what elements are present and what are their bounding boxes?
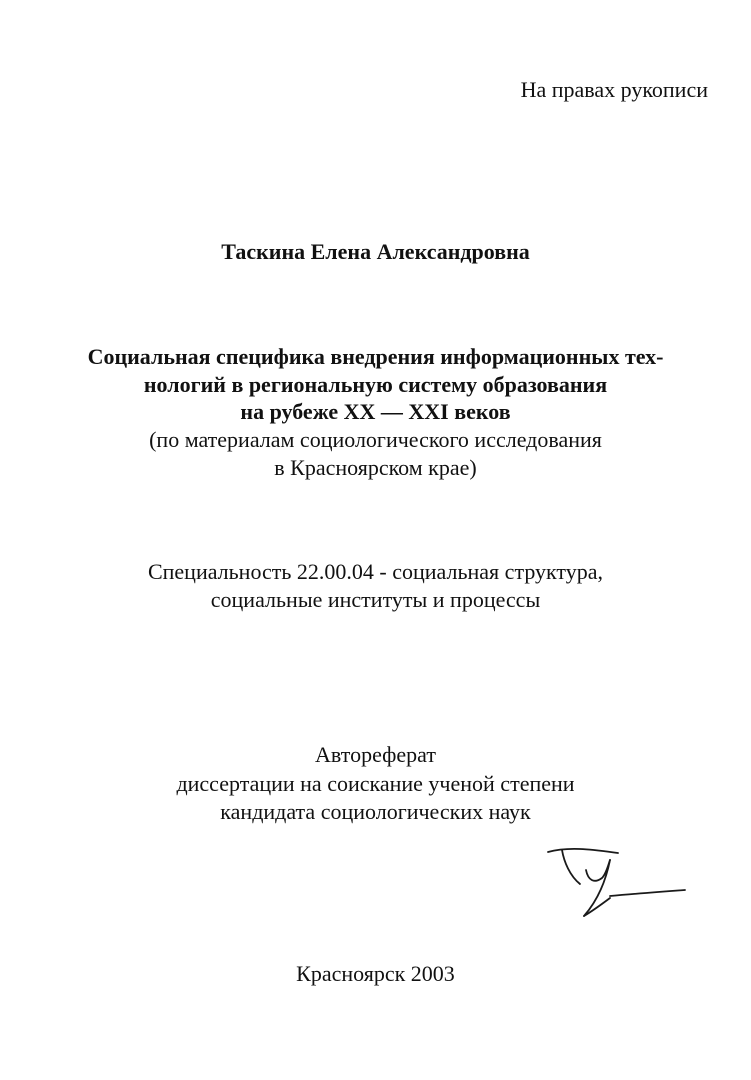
rights-notice: На правах рукописи [520, 77, 708, 102]
title-line-1: Социальная специфика внедрения информационных тех- [87, 344, 664, 369]
signature-image [540, 840, 690, 925]
subtitle-line-2: в Красноярском крае) [274, 455, 477, 480]
title-line-2: нологий в региональную систему образования [143, 372, 608, 397]
specialty-line-1: Специальность 22.00.04 - социальная структура, [147, 559, 604, 584]
title-line-3: на рубеже XX — XXI веков [240, 399, 511, 424]
document-type-line-1: Автореферат [315, 742, 436, 767]
author-name: Таскина Елена Александровна [221, 239, 530, 264]
specialty-line-2: социальные институты и процессы [210, 587, 541, 612]
subtitle-line-1: (по материалам социологического исследования [149, 427, 602, 452]
document-type-line-3: кандидата социологических наук [220, 799, 531, 824]
place-and-year: Красноярск 2003 [296, 961, 455, 986]
document-type-line-2: диссертации на соискание ученой степени [176, 771, 575, 796]
